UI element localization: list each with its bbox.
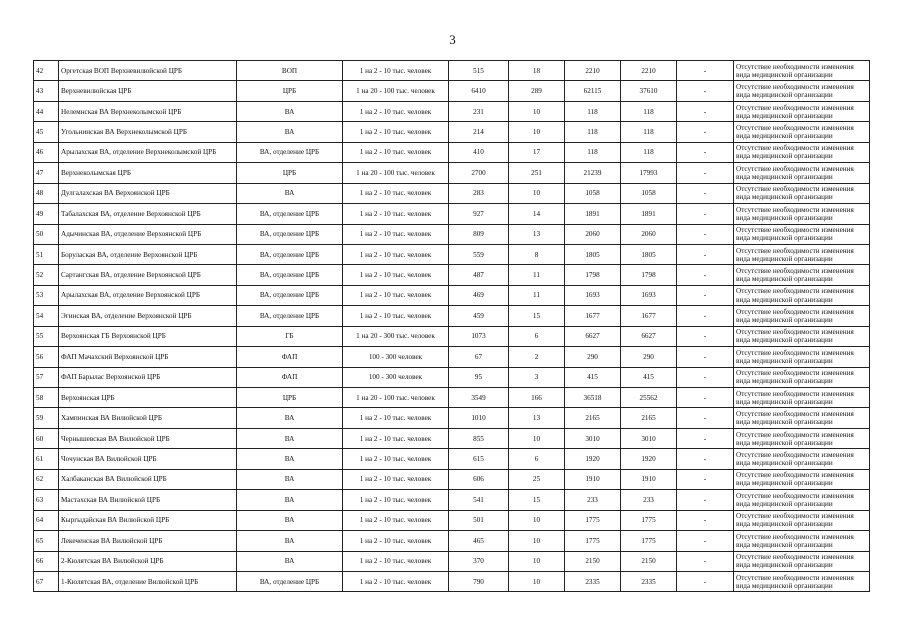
conclusion-cell: Отсутствие необходимости изменения вида медицинской организации <box>734 183 870 203</box>
table-row <box>34 388 870 408</box>
table-row <box>34 571 870 591</box>
value-a-cell: 118 <box>565 101 621 121</box>
population-cell: 95 <box>449 367 509 387</box>
service-norm-cell: 1 на 2 - 10 тыс. человек <box>343 510 449 530</box>
organization-name-cell: Верхнеколымская ЦРБ <box>59 163 237 183</box>
organization-name-cell: Арылахская ВА, отделение Верхнеколымской ЦРБ <box>59 142 237 162</box>
organization-type-cell: ВА <box>237 469 343 489</box>
distance-cell: 8 <box>509 244 565 264</box>
row-number-cell: 60 <box>34 428 59 448</box>
conclusion-cell: Отсутствие необходимости изменения вида медицинской организации <box>734 244 870 264</box>
value-a-cell: 21239 <box>565 163 621 183</box>
value-a-cell: 1910 <box>565 469 621 489</box>
conclusion-cell: Отсутствие необходимости изменения вида медицинской организации <box>734 306 870 326</box>
population-cell: 541 <box>449 490 509 510</box>
organization-type-cell: ФАП <box>237 347 343 367</box>
value-b-cell: 37610 <box>621 81 677 101</box>
organization-name-cell: Адычинская ВА, отделение Верхоянской ЦРБ <box>59 224 237 244</box>
value-a-cell: 2210 <box>565 61 621 81</box>
value-a-cell: 3010 <box>565 428 621 448</box>
row-number-cell: 48 <box>34 183 59 203</box>
value-a-cell: 2335 <box>565 571 621 591</box>
table-row <box>34 510 870 530</box>
distance-cell: 10 <box>509 510 565 530</box>
table-row <box>34 183 870 203</box>
distance-cell: 10 <box>509 531 565 551</box>
value-b-cell: 1693 <box>621 285 677 305</box>
organization-type-cell: ВА, отделение ЦРБ <box>237 224 343 244</box>
organization-name-cell: Лекеченская ВА Вилюйской ЦРБ <box>59 531 237 551</box>
value-a-cell: 118 <box>565 142 621 162</box>
conclusion-cell: Отсутствие необходимости изменения вида медицинской организации <box>734 204 870 224</box>
value-b-cell: 17993 <box>621 163 677 183</box>
distance-cell: 6 <box>509 326 565 346</box>
row-number-cell: 58 <box>34 388 59 408</box>
value-b-cell: 2165 <box>621 408 677 428</box>
value-a-cell: 415 <box>565 367 621 387</box>
value-a-cell: 1677 <box>565 306 621 326</box>
value-b-cell: 118 <box>621 122 677 142</box>
row-number-cell: 50 <box>34 224 59 244</box>
conclusion-cell: Отсутствие необходимости изменения вида медицинской организации <box>734 61 870 81</box>
row-number-cell: 63 <box>34 490 59 510</box>
organization-name-cell: ФАП Барылас Верхоянской ЦРБ <box>59 367 237 387</box>
organization-type-cell: ВОП <box>237 61 343 81</box>
distance-cell: 13 <box>509 408 565 428</box>
table-row <box>34 61 870 81</box>
row-number-cell: 64 <box>34 510 59 530</box>
row-number-cell: 55 <box>34 326 59 346</box>
population-cell: 515 <box>449 61 509 81</box>
service-norm-cell: 1 на 2 - 10 тыс. человек <box>343 122 449 142</box>
service-norm-cell: 1 на 2 - 10 тыс. человек <box>343 142 449 162</box>
organization-name-cell: Эгинская ВА, отделение Верхоянской ЦРБ <box>59 306 237 326</box>
table-row <box>34 142 870 162</box>
table-row <box>34 224 870 244</box>
organization-type-cell: ВА, отделение ЦРБ <box>237 571 343 591</box>
service-norm-cell: 1 на 20 - 100 тыс. человек <box>343 81 449 101</box>
dash-cell: - <box>677 428 734 448</box>
organization-name-cell: Оргетская ВОП Верхневилюйской ЦРБ <box>59 61 237 81</box>
table-row <box>34 285 870 305</box>
table-row <box>34 490 870 510</box>
service-norm-cell: 100 - 300 человек <box>343 367 449 387</box>
dash-cell: - <box>677 449 734 469</box>
population-cell: 410 <box>449 142 509 162</box>
organization-type-cell: ВА <box>237 408 343 428</box>
population-cell: 231 <box>449 101 509 121</box>
conclusion-cell: Отсутствие необходимости изменения вида медицинской организации <box>734 551 870 571</box>
conclusion-cell: Отсутствие необходимости изменения вида медицинской организации <box>734 122 870 142</box>
distance-cell: 10 <box>509 428 565 448</box>
value-a-cell: 2165 <box>565 408 621 428</box>
service-norm-cell: 1 на 2 - 10 тыс. человек <box>343 183 449 203</box>
value-a-cell: 1693 <box>565 285 621 305</box>
service-norm-cell: 1 на 2 - 10 тыс. человек <box>343 101 449 121</box>
service-norm-cell: 1 на 20 - 100 тыс. человек <box>343 388 449 408</box>
population-cell: 855 <box>449 428 509 448</box>
population-cell: 3549 <box>449 388 509 408</box>
value-b-cell: 2210 <box>621 61 677 81</box>
organization-type-cell: ФАП <box>237 367 343 387</box>
conclusion-cell: Отсутствие необходимости изменения вида медицинской организации <box>734 531 870 551</box>
population-cell: 487 <box>449 265 509 285</box>
organization-type-cell: ВА, отделение ЦРБ <box>237 244 343 264</box>
population-cell: 214 <box>449 122 509 142</box>
organization-type-cell: ЦРБ <box>237 81 343 101</box>
value-a-cell: 1891 <box>565 204 621 224</box>
row-number-cell: 65 <box>34 531 59 551</box>
value-a-cell: 290 <box>565 347 621 367</box>
organization-type-cell: ВА <box>237 122 343 142</box>
organization-type-cell: ВА <box>237 531 343 551</box>
value-b-cell: 6627 <box>621 326 677 346</box>
row-number-cell: 57 <box>34 367 59 387</box>
table-row <box>34 469 870 489</box>
population-cell: 1073 <box>449 326 509 346</box>
organization-type-cell: ВА, отделение ЦРБ <box>237 285 343 305</box>
data-table <box>33 60 870 592</box>
conclusion-cell: Отсутствие необходимости изменения вида медицинской организации <box>734 326 870 346</box>
dash-cell: - <box>677 469 734 489</box>
dash-cell: - <box>677 347 734 367</box>
dash-cell: - <box>677 204 734 224</box>
distance-cell: 166 <box>509 388 565 408</box>
dash-cell: - <box>677 244 734 264</box>
table-row <box>34 408 870 428</box>
value-b-cell: 25562 <box>621 388 677 408</box>
row-number-cell: 44 <box>34 101 59 121</box>
value-b-cell: 1058 <box>621 183 677 203</box>
service-norm-cell: 1 на 2 - 10 тыс. человек <box>343 551 449 571</box>
organization-type-cell: ВА, отделение ЦРБ <box>237 204 343 224</box>
distance-cell: 10 <box>509 551 565 571</box>
distance-cell: 14 <box>509 204 565 224</box>
service-norm-cell: 1 на 2 - 10 тыс. человек <box>343 244 449 264</box>
population-cell: 67 <box>449 347 509 367</box>
dash-cell: - <box>677 490 734 510</box>
value-b-cell: 1775 <box>621 531 677 551</box>
conclusion-cell: Отсутствие необходимости изменения вида медицинской организации <box>734 265 870 285</box>
organization-name-cell: Сартангская ВА, отделение Верхоянской ЦРБ <box>59 265 237 285</box>
organization-name-cell: Хампинская ВА Вилюйской ЦРБ <box>59 408 237 428</box>
population-cell: 809 <box>449 224 509 244</box>
row-number-cell: 66 <box>34 551 59 571</box>
organization-name-cell: Верхоянская ГБ Верхоянской ЦРБ <box>59 326 237 346</box>
service-norm-cell: 1 на 2 - 10 тыс. человек <box>343 428 449 448</box>
conclusion-cell: Отсутствие необходимости изменения вида медицинской организации <box>734 510 870 530</box>
distance-cell: 11 <box>509 285 565 305</box>
distance-cell: 289 <box>509 81 565 101</box>
distance-cell: 13 <box>509 224 565 244</box>
organization-name-cell: 1-Кюлятская ВА, отделение Вилюйской ЦРБ <box>59 571 237 591</box>
population-cell: 615 <box>449 449 509 469</box>
distance-cell: 10 <box>509 122 565 142</box>
population-cell: 501 <box>449 510 509 530</box>
value-a-cell: 1798 <box>565 265 621 285</box>
value-a-cell: 233 <box>565 490 621 510</box>
organization-name-cell: Чочунская ВА Вилюйской ЦРБ <box>59 449 237 469</box>
value-b-cell: 1805 <box>621 244 677 264</box>
population-cell: 1010 <box>449 408 509 428</box>
dash-cell: - <box>677 571 734 591</box>
value-b-cell: 1891 <box>621 204 677 224</box>
service-norm-cell: 1 на 2 - 10 тыс. человек <box>343 469 449 489</box>
service-norm-cell: 1 на 20 - 300 тыс. человек <box>343 326 449 346</box>
population-cell: 465 <box>449 531 509 551</box>
organization-type-cell: ВА <box>237 510 343 530</box>
value-a-cell: 1920 <box>565 449 621 469</box>
service-norm-cell: 1 на 2 - 10 тыс. человек <box>343 449 449 469</box>
dash-cell: - <box>677 388 734 408</box>
distance-cell: 15 <box>509 490 565 510</box>
distance-cell: 3 <box>509 367 565 387</box>
organization-type-cell: ВА, отделение ЦРБ <box>237 265 343 285</box>
row-number-cell: 45 <box>34 122 59 142</box>
row-number-cell: 56 <box>34 347 59 367</box>
service-norm-cell: 1 на 2 - 10 тыс. человек <box>343 204 449 224</box>
table-row <box>34 306 870 326</box>
service-norm-cell: 1 на 2 - 10 тыс. человек <box>343 490 449 510</box>
population-cell: 469 <box>449 285 509 305</box>
table-row <box>34 101 870 121</box>
population-cell: 559 <box>449 244 509 264</box>
organization-name-cell: Борулаская ВА, отделение Верхоянской ЦРБ <box>59 244 237 264</box>
dash-cell: - <box>677 510 734 530</box>
conclusion-cell: Отсутствие необходимости изменения вида медицинской организации <box>734 347 870 367</box>
service-norm-cell: 100 - 300 человек <box>343 347 449 367</box>
value-b-cell: 1920 <box>621 449 677 469</box>
table-row <box>34 326 870 346</box>
dash-cell: - <box>677 408 734 428</box>
organization-name-cell: Нелемнская ВА Верхнеколымской ЦРБ <box>59 101 237 121</box>
distance-cell: 18 <box>509 61 565 81</box>
organization-name-cell: Угольнинская ВА Верхнеколымской ЦРБ <box>59 122 237 142</box>
dash-cell: - <box>677 285 734 305</box>
row-number-cell: 52 <box>34 265 59 285</box>
table-row <box>34 531 870 551</box>
conclusion-cell: Отсутствие необходимости изменения вида медицинской организации <box>734 101 870 121</box>
organization-name-cell: 2-Кюлятская ВА Вилюйской ЦРБ <box>59 551 237 571</box>
conclusion-cell: Отсутствие необходимости изменения вида медицинской организации <box>734 224 870 244</box>
service-norm-cell: 1 на 2 - 10 тыс. человек <box>343 285 449 305</box>
organization-type-cell: ГБ <box>237 326 343 346</box>
organization-type-cell: ВА <box>237 490 343 510</box>
row-number-cell: 59 <box>34 408 59 428</box>
service-norm-cell: 1 на 2 - 10 тыс. человек <box>343 531 449 551</box>
distance-cell: 17 <box>509 142 565 162</box>
row-number-cell: 67 <box>34 571 59 591</box>
conclusion-cell: Отсутствие необходимости изменения вида медицинской организации <box>734 428 870 448</box>
organization-type-cell: ВА, отделение ЦРБ <box>237 306 343 326</box>
table-row <box>34 204 870 224</box>
dash-cell: - <box>677 531 734 551</box>
value-b-cell: 2335 <box>621 571 677 591</box>
conclusion-cell: Отсутствие необходимости изменения вида медицинской организации <box>734 142 870 162</box>
population-cell: 927 <box>449 204 509 224</box>
conclusion-cell: Отсутствие необходимости изменения вида медицинской организации <box>734 408 870 428</box>
table-row <box>34 122 870 142</box>
population-cell: 2700 <box>449 163 509 183</box>
value-a-cell: 1058 <box>565 183 621 203</box>
value-b-cell: 233 <box>621 490 677 510</box>
conclusion-cell: Отсутствие необходимости изменения вида медицинской организации <box>734 490 870 510</box>
row-number-cell: 62 <box>34 469 59 489</box>
organization-name-cell: Дулгалахская ВА Верхоянской ЦРБ <box>59 183 237 203</box>
dash-cell: - <box>677 142 734 162</box>
distance-cell: 251 <box>509 163 565 183</box>
dash-cell: - <box>677 81 734 101</box>
population-cell: 459 <box>449 306 509 326</box>
population-cell: 370 <box>449 551 509 571</box>
table-body <box>34 61 870 592</box>
table-row <box>34 367 870 387</box>
conclusion-cell: Отсутствие необходимости изменения вида медицинской организации <box>734 571 870 591</box>
organization-name-cell: Арылахская ВА, отделение Верхоянской ЦРБ <box>59 285 237 305</box>
table-row <box>34 551 870 571</box>
organization-type-cell: ВА, отделение ЦРБ <box>237 142 343 162</box>
dash-cell: - <box>677 163 734 183</box>
service-norm-cell: 1 на 2 - 10 тыс. человек <box>343 224 449 244</box>
service-norm-cell: 1 на 20 - 100 тыс. человек <box>343 163 449 183</box>
value-a-cell: 2150 <box>565 551 621 571</box>
conclusion-cell: Отсутствие необходимости изменения вида медицинской организации <box>734 469 870 489</box>
organization-name-cell: Чернышевская ВА Вилюйской ЦРБ <box>59 428 237 448</box>
row-number-cell: 51 <box>34 244 59 264</box>
value-b-cell: 2150 <box>621 551 677 571</box>
organization-name-cell: ФАП Мачахский Верхоянской ЦРБ <box>59 347 237 367</box>
organization-name-cell: Халбаканская ВА Вилюйской ЦРБ <box>59 469 237 489</box>
value-b-cell: 1775 <box>621 510 677 530</box>
conclusion-cell: Отсутствие необходимости изменения вида медицинской организации <box>734 81 870 101</box>
value-a-cell: 6627 <box>565 326 621 346</box>
conclusion-cell: Отсутствие необходимости изменения вида медицинской организации <box>734 285 870 305</box>
value-a-cell: 62115 <box>565 81 621 101</box>
value-a-cell: 1805 <box>565 244 621 264</box>
row-number-cell: 46 <box>34 142 59 162</box>
dash-cell: - <box>677 224 734 244</box>
distance-cell: 2 <box>509 347 565 367</box>
conclusion-cell: Отсутствие необходимости изменения вида медицинской организации <box>734 388 870 408</box>
value-b-cell: 415 <box>621 367 677 387</box>
row-number-cell: 54 <box>34 306 59 326</box>
conclusion-cell: Отсутствие необходимости изменения вида медицинской организации <box>734 449 870 469</box>
conclusion-cell: Отсутствие необходимости изменения вида медицинской организации <box>734 367 870 387</box>
distance-cell: 15 <box>509 306 565 326</box>
table-row <box>34 163 870 183</box>
organization-name-cell: Верхневилюйская ЦРБ <box>59 81 237 101</box>
table-row <box>34 244 870 264</box>
service-norm-cell: 1 на 2 - 10 тыс. человек <box>343 306 449 326</box>
value-b-cell: 290 <box>621 347 677 367</box>
row-number-cell: 47 <box>34 163 59 183</box>
distance-cell: 10 <box>509 183 565 203</box>
table-row <box>34 449 870 469</box>
dash-cell: - <box>677 265 734 285</box>
service-norm-cell: 1 на 2 - 10 тыс. человек <box>343 408 449 428</box>
organization-type-cell: ЦРБ <box>237 163 343 183</box>
row-number-cell: 43 <box>34 81 59 101</box>
distance-cell: 10 <box>509 101 565 121</box>
organization-name-cell: Верхоянская ЦРБ <box>59 388 237 408</box>
distance-cell: 6 <box>509 449 565 469</box>
value-b-cell: 1677 <box>621 306 677 326</box>
population-cell: 6410 <box>449 81 509 101</box>
population-cell: 790 <box>449 571 509 591</box>
dash-cell: - <box>677 183 734 203</box>
row-number-cell: 61 <box>34 449 59 469</box>
value-b-cell: 118 <box>621 101 677 121</box>
row-number-cell: 42 <box>34 61 59 81</box>
page-number: 3 <box>449 32 456 47</box>
dash-cell: - <box>677 306 734 326</box>
population-cell: 283 <box>449 183 509 203</box>
row-number-cell: 53 <box>34 285 59 305</box>
table-row <box>34 81 870 101</box>
organization-name-cell: Кыргыдайская ВА Вилюйской ЦРБ <box>59 510 237 530</box>
distance-cell: 10 <box>509 571 565 591</box>
dash-cell: - <box>677 551 734 571</box>
dash-cell: - <box>677 122 734 142</box>
dash-cell: - <box>677 326 734 346</box>
dash-cell: - <box>677 101 734 121</box>
row-number-cell: 49 <box>34 204 59 224</box>
value-a-cell: 1775 <box>565 510 621 530</box>
distance-cell: 11 <box>509 265 565 285</box>
value-a-cell: 118 <box>565 122 621 142</box>
organization-type-cell: ВА <box>237 428 343 448</box>
organization-type-cell: ВА <box>237 449 343 469</box>
organization-type-cell: ЦРБ <box>237 388 343 408</box>
distance-cell: 25 <box>509 469 565 489</box>
organization-name-cell: Мастахская ВА Вилюйской ЦРБ <box>59 490 237 510</box>
organization-type-cell: ВА <box>237 101 343 121</box>
service-norm-cell: 1 на 2 - 10 тыс. человек <box>343 571 449 591</box>
organization-type-cell: ВА <box>237 183 343 203</box>
service-norm-cell: 1 на 2 - 10 тыс. человек <box>343 61 449 81</box>
value-b-cell: 3010 <box>621 428 677 448</box>
value-b-cell: 118 <box>621 142 677 162</box>
dash-cell: - <box>677 61 734 81</box>
value-a-cell: 1775 <box>565 531 621 551</box>
table-row <box>34 347 870 367</box>
organization-type-cell: ВА <box>237 551 343 571</box>
conclusion-cell: Отсутствие необходимости изменения вида медицинской организации <box>734 163 870 183</box>
value-a-cell: 36518 <box>565 388 621 408</box>
table-row <box>34 265 870 285</box>
value-b-cell: 2060 <box>621 224 677 244</box>
table-row <box>34 428 870 448</box>
service-norm-cell: 1 на 2 - 10 тыс. человек <box>343 265 449 285</box>
population-cell: 606 <box>449 469 509 489</box>
dash-cell: - <box>677 367 734 387</box>
value-b-cell: 1910 <box>621 469 677 489</box>
value-a-cell: 2060 <box>565 224 621 244</box>
value-b-cell: 1798 <box>621 265 677 285</box>
organization-name-cell: Табалахская ВА, отделение Верхоянской ЦРБ <box>59 204 237 224</box>
